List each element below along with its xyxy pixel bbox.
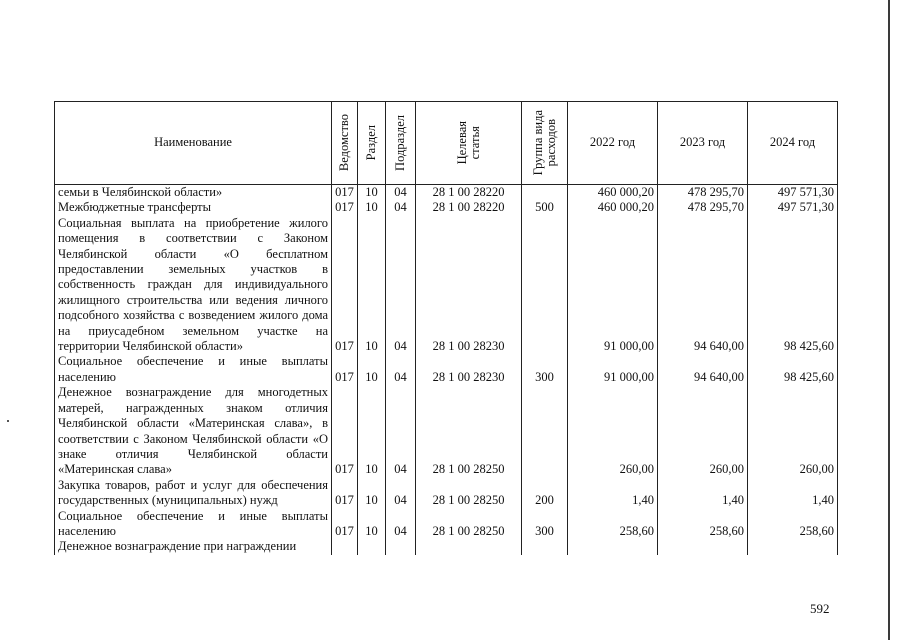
header-expense-type-group: Группа вида расходов [522, 102, 568, 185]
budget-table [54, 101, 838, 555]
cell-amount-2022 [568, 539, 658, 554]
cell-target-article: 28 1 00 28220 [416, 185, 522, 201]
header-name: Наименование [55, 102, 332, 185]
cell-amount-2022: 91 000,00 [568, 354, 658, 385]
cell-target-article: 28 1 00 28250 [416, 385, 522, 477]
cell-amount-2023: 258,60 [658, 509, 748, 540]
cell-amount-2022: 460 000,20 [568, 185, 658, 201]
table-row [55, 200, 838, 215]
cell-name: Денежное вознаграждение для многодетных матерей, награжденных знаком отличия Челябинской области «Материнская слава», в соответствии с Законом Челябинской области «О знаке отличия Челябинской области «Материнская слава» [55, 385, 332, 477]
header-section: Раздел [358, 102, 386, 185]
cell-target-article: 28 1 00 28230 [416, 354, 522, 385]
header-subsection: Подраздел [386, 102, 416, 185]
cell-amount-2023: 94 640,00 [658, 354, 748, 385]
cell-department: 017 [332, 185, 358, 201]
cell-amount-2024: 98 425,60 [748, 216, 838, 355]
cell-amount-2024: 1,40 [748, 478, 838, 509]
cell-expense-type-group [522, 216, 568, 355]
cell-expense-type-group: 300 [522, 509, 568, 540]
cell-name: Социальная выплата на приобретение жилого помещения в соответствии с Законом Челябинской области «О бесплатном предоставлении земельных участков в собственность граждан для индивидуального жилищного строительства или ведения личного подсобного хозяйства с возведением жилого дома на приусадебном земельном участке на территории Челябинской области» [55, 216, 332, 355]
cell-amount-2024: 98 425,60 [748, 354, 838, 385]
cell-subsection: 04 [386, 509, 416, 540]
cell-department: 017 [332, 216, 358, 355]
cell-subsection [386, 539, 416, 554]
header-row [55, 102, 838, 185]
cell-expense-type-group [522, 539, 568, 554]
table-row [55, 354, 838, 385]
cell-section [358, 539, 386, 554]
table-row [55, 385, 838, 477]
cell-name: семьи в Челябинской области» [55, 185, 332, 201]
cell-amount-2022: 460 000,20 [568, 200, 658, 215]
cell-department: 017 [332, 200, 358, 215]
cell-expense-type-group: 200 [522, 478, 568, 509]
cell-expense-type-group [522, 385, 568, 477]
cell-section: 10 [358, 478, 386, 509]
header-year-2022: 2022 год [568, 102, 658, 185]
cell-section: 10 [358, 509, 386, 540]
table-row [55, 539, 838, 554]
cell-name: Социальное обеспечение и иные выплаты населению [55, 509, 332, 540]
cell-target-article [416, 539, 522, 554]
cell-amount-2024: 497 571,30 [748, 200, 838, 215]
header-year-2023: 2023 год [658, 102, 748, 185]
cell-section: 10 [358, 385, 386, 477]
cell-amount-2024 [748, 539, 838, 554]
cell-target-article: 28 1 00 28220 [416, 200, 522, 215]
cell-section: 10 [358, 185, 386, 201]
cell-amount-2022: 258,60 [568, 509, 658, 540]
cell-expense-type-group: 500 [522, 200, 568, 215]
table-row [55, 185, 838, 201]
cell-section: 10 [358, 200, 386, 215]
cell-amount-2024: 260,00 [748, 385, 838, 477]
table-row [55, 478, 838, 509]
cell-amount-2022: 1,40 [568, 478, 658, 509]
cell-amount-2022: 260,00 [568, 385, 658, 477]
cell-section: 10 [358, 354, 386, 385]
cell-department [332, 539, 358, 554]
cell-subsection: 04 [386, 478, 416, 509]
header-department: Ведомство [332, 102, 358, 185]
cell-amount-2023: 478 295,70 [658, 185, 748, 201]
cell-amount-2023: 260,00 [658, 385, 748, 477]
table-row [55, 509, 838, 540]
page-number: 592 [810, 601, 830, 616]
cell-amount-2023: 1,40 [658, 478, 748, 509]
cell-target-article: 28 1 00 28230 [416, 216, 522, 355]
cell-amount-2023 [658, 539, 748, 554]
cell-name: Закупка товаров, работ и услуг для обеспечения государственных (муниципальных) нужд [55, 478, 332, 509]
cell-amount-2023: 94 640,00 [658, 216, 748, 355]
cell-target-article: 28 1 00 28250 [416, 509, 522, 540]
cell-subsection: 04 [386, 185, 416, 201]
scan-edge-line [888, 0, 890, 640]
cell-expense-type-group [522, 185, 568, 201]
cell-expense-type-group: 300 [522, 354, 568, 385]
cell-name: Социальное обеспечение и иные выплаты населению [55, 354, 332, 385]
cell-amount-2022: 91 000,00 [568, 216, 658, 355]
table-row [55, 216, 838, 355]
header-year-2024: 2024 год [748, 102, 838, 185]
cell-subsection: 04 [386, 354, 416, 385]
cell-department: 017 [332, 354, 358, 385]
header-target-article: Целевая статья [416, 102, 522, 185]
cell-department: 017 [332, 478, 358, 509]
cell-section: 10 [358, 216, 386, 355]
cell-department: 017 [332, 385, 358, 477]
scan-speck [7, 420, 9, 422]
cell-amount-2024: 258,60 [748, 509, 838, 540]
cell-subsection: 04 [386, 200, 416, 215]
cell-name: Денежное вознаграждение при награждении [55, 539, 332, 554]
cell-target-article: 28 1 00 28250 [416, 478, 522, 509]
cell-amount-2023: 478 295,70 [658, 200, 748, 215]
cell-amount-2024: 497 571,30 [748, 185, 838, 201]
cell-subsection: 04 [386, 385, 416, 477]
cell-name: Межбюджетные трансферты [55, 200, 332, 215]
cell-department: 017 [332, 509, 358, 540]
cell-subsection: 04 [386, 216, 416, 355]
